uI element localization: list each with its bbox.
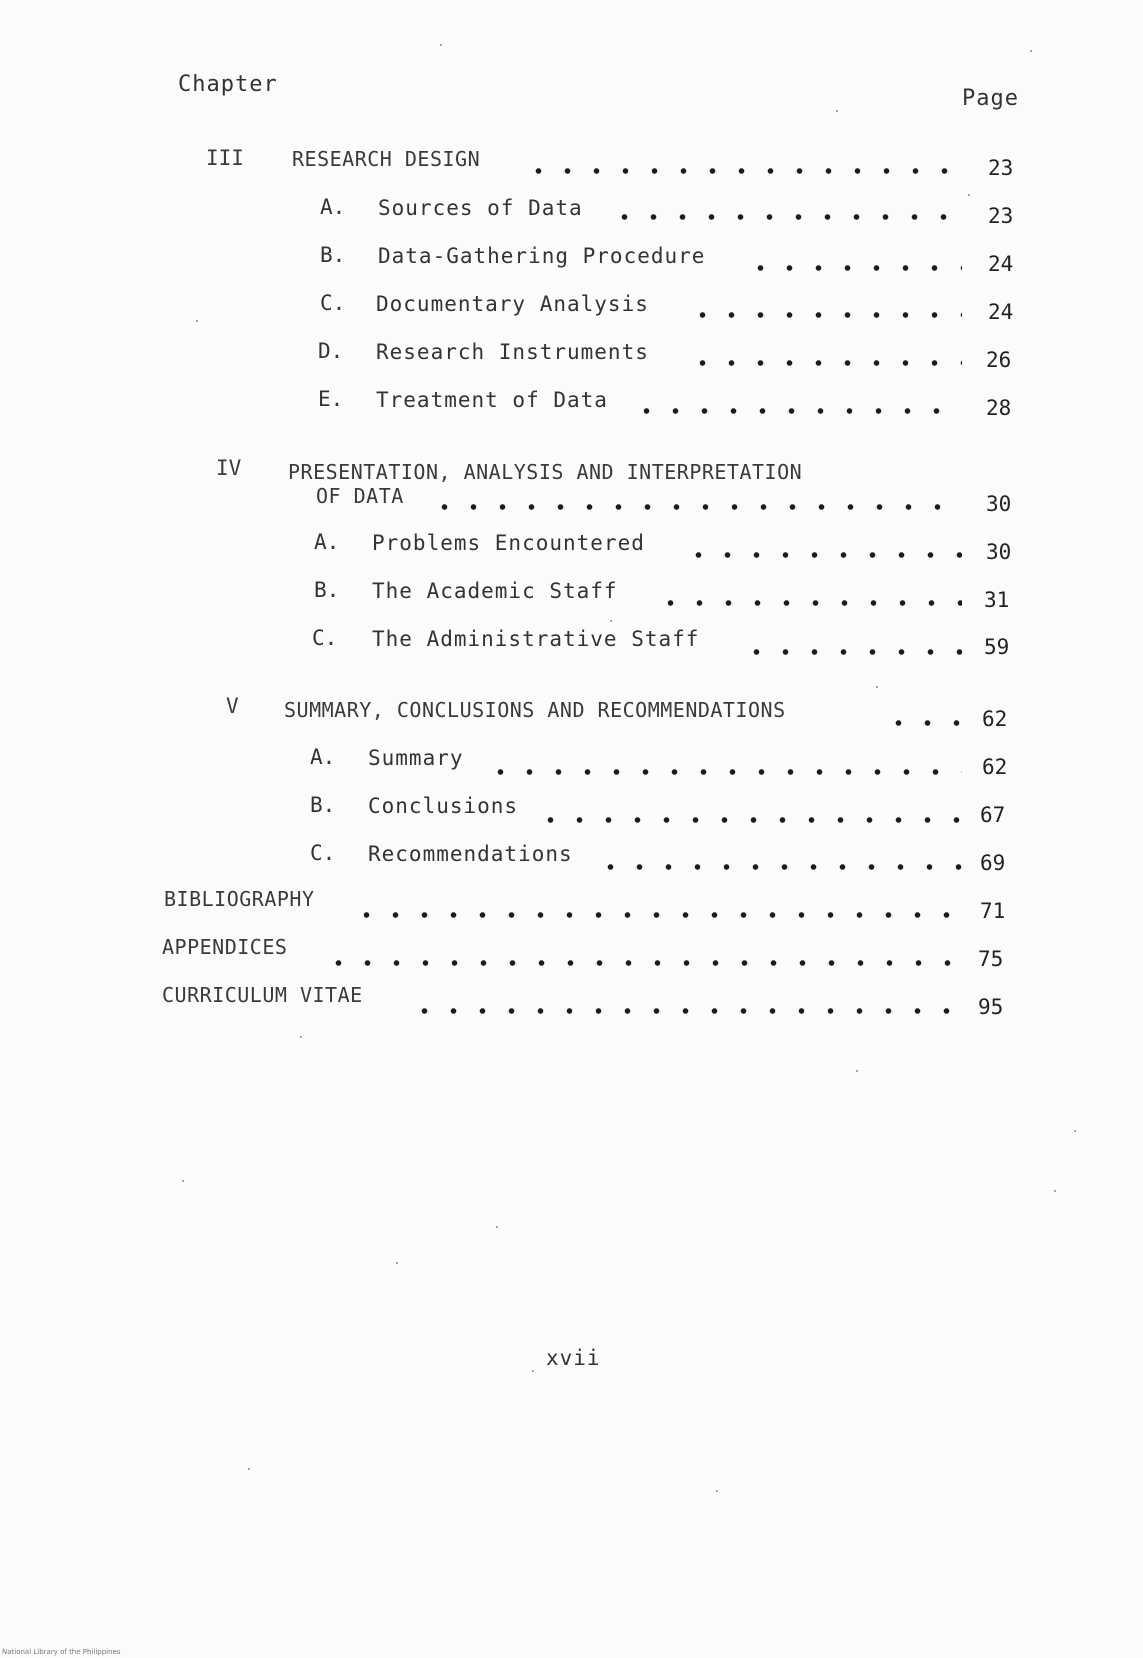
page-column-heading: Page (962, 86, 1019, 111)
page-number: 30 (986, 492, 1012, 516)
chapter-title-line-1: PRESENTATION, ANALYSIS AND INTERPRETATION (288, 460, 803, 484)
page-number: 24 (988, 252, 1014, 276)
leader-dots (486, 767, 962, 777)
section-letter: E. (318, 387, 344, 411)
leader-dots (536, 815, 962, 825)
leader-dots (688, 310, 962, 320)
section-letter: A. (320, 195, 346, 219)
section-title: Summary (368, 746, 464, 770)
section-letter: C. (320, 291, 346, 315)
page-number: 26 (986, 348, 1012, 372)
page-number: 23 (988, 204, 1014, 228)
leader-dots (742, 647, 962, 657)
appendices-title: APPENDICES (162, 935, 288, 959)
leader-dots (684, 550, 962, 560)
scan-footer: National Library of the Philippines (2, 1648, 121, 1656)
page-number: 24 (988, 300, 1014, 324)
section-letter: C. (310, 841, 336, 865)
section-title: Treatment of Data (376, 388, 608, 412)
leader-dots (324, 958, 962, 968)
leader-dots (430, 502, 962, 512)
page-number: 95 (978, 995, 1004, 1019)
leader-dots (410, 1006, 962, 1016)
section-title: Data-Gathering Procedure (378, 244, 706, 268)
section-title: Problems Encountered (372, 531, 645, 555)
section-title: Conclusions (368, 794, 519, 818)
chapter-title: RESEARCH DESIGN (292, 147, 481, 171)
section-title: Sources of Data (378, 196, 583, 220)
chapter-number: III (206, 146, 244, 170)
chapter-number: V (226, 694, 239, 718)
section-title: Documentary Analysis (376, 292, 649, 316)
page-number: 59 (984, 635, 1010, 659)
section-letter: B. (314, 578, 340, 602)
page-number: 28 (986, 396, 1012, 420)
chapter-title-line-2: OF DATA (316, 484, 404, 508)
chapter-column-heading: Chapter (178, 72, 278, 97)
curriculum-vitae-title: CURRICULUM VITAE (162, 983, 363, 1007)
leader-dots (884, 718, 962, 728)
page-number: 69 (980, 851, 1006, 875)
section-letter: C. (312, 626, 338, 650)
page-number: 75 (978, 947, 1004, 971)
section-letter: D. (318, 339, 344, 363)
leader-dots (632, 406, 962, 416)
chapter-title: SUMMARY, CONCLUSIONS AND RECOMMENDATIONS (284, 698, 786, 722)
folio-page-number: xvii (546, 1346, 601, 1370)
section-title: Recommendations (368, 842, 573, 866)
section-letter: A. (314, 530, 340, 554)
bibliography-title: BIBLIOGRAPHY (164, 887, 315, 911)
leader-dots (596, 862, 962, 872)
leader-dots (688, 358, 962, 368)
page-number: 62 (982, 707, 1008, 731)
leader-dots (610, 212, 962, 222)
leader-dots (746, 263, 962, 273)
page-number: 67 (980, 803, 1006, 827)
section-title: The Administrative Staff (372, 627, 700, 651)
leader-dots (352, 910, 962, 920)
page-number: 23 (988, 156, 1014, 180)
leader-dots (524, 166, 964, 176)
section-letter: B. (310, 793, 336, 817)
page-number: 71 (980, 899, 1006, 923)
section-letter: B. (320, 243, 346, 267)
chapter-number: IV (216, 456, 242, 480)
leader-dots (656, 598, 962, 608)
page-number: 31 (984, 588, 1010, 612)
section-title: The Academic Staff (372, 579, 618, 603)
page-number: 62 (982, 755, 1008, 779)
page-number: 30 (986, 540, 1012, 564)
section-letter: A. (310, 745, 336, 769)
section-title: Research Instruments (376, 340, 649, 364)
